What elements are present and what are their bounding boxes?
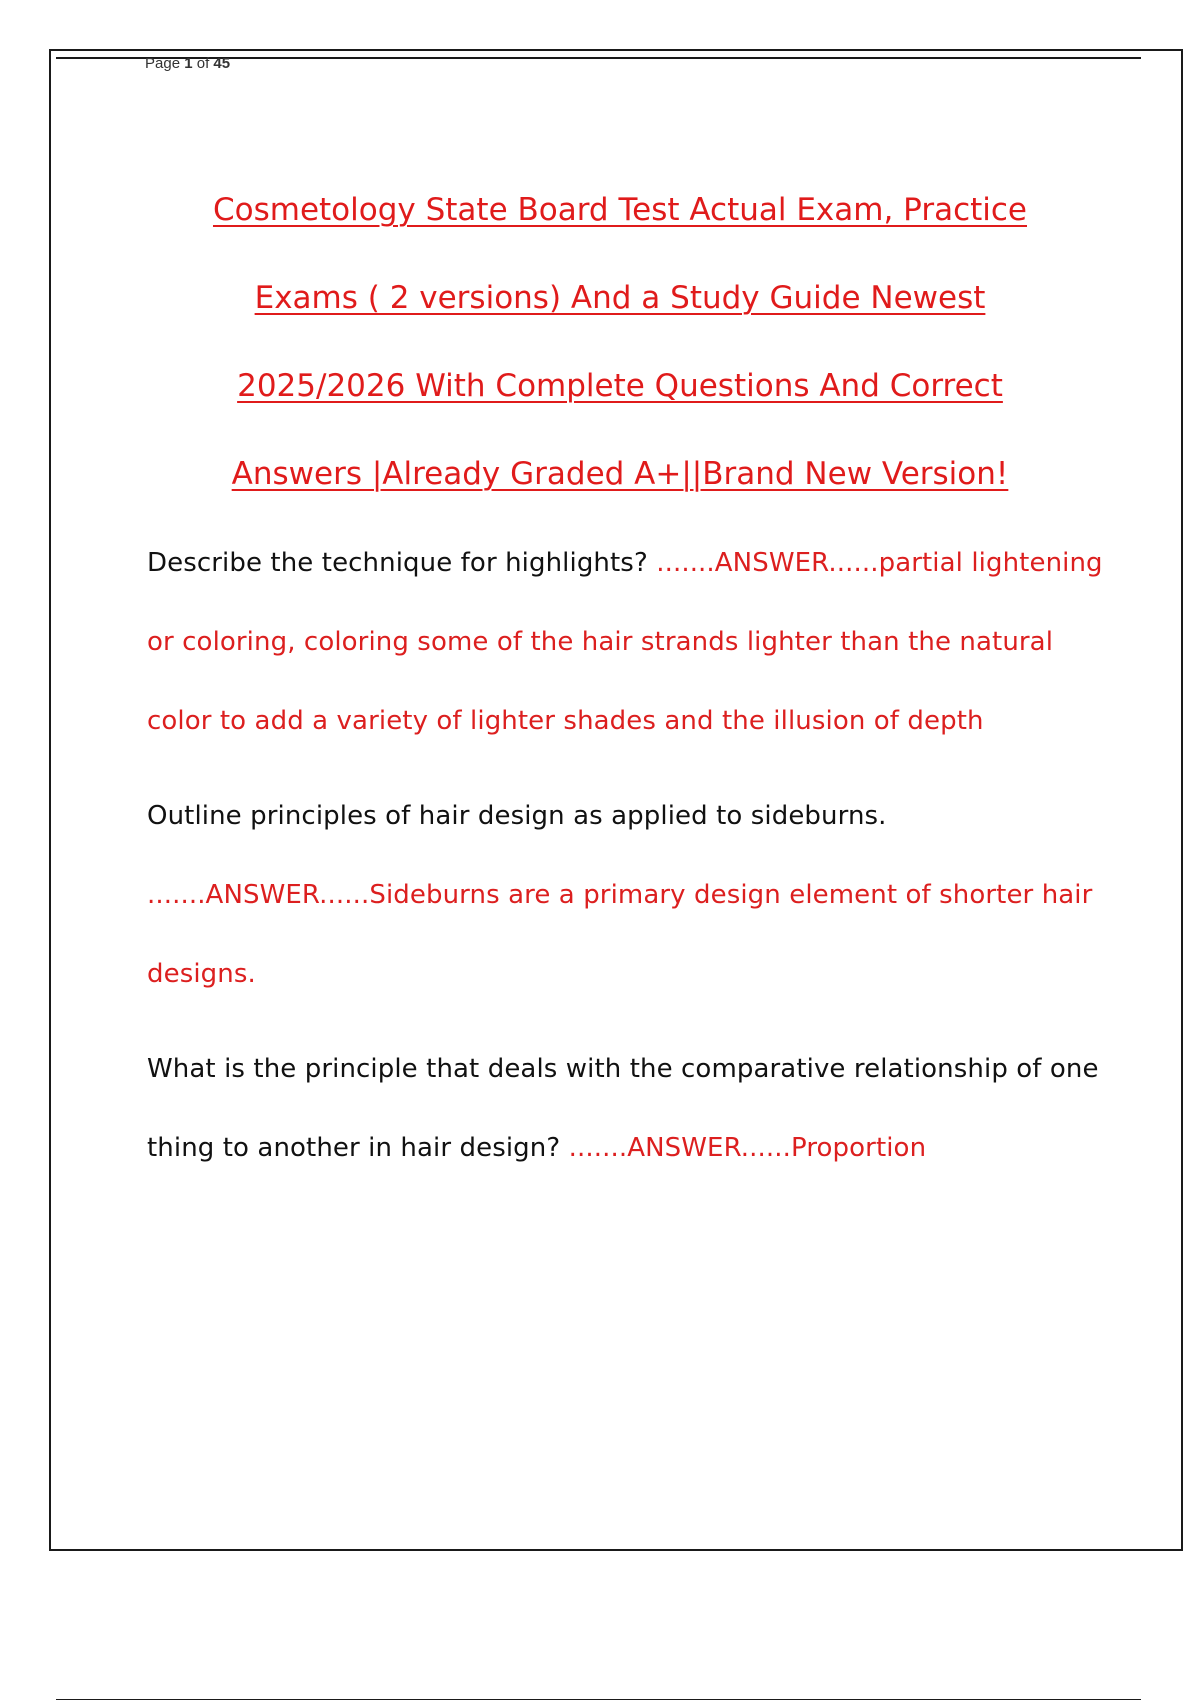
document-title xyxy=(150,166,1090,518)
page-total: 45 xyxy=(213,55,231,72)
qa-item-1 xyxy=(147,524,1107,761)
page-current: 1 xyxy=(184,55,193,72)
answer-text: .......ANSWER......Proportion xyxy=(568,1133,927,1163)
qa-list xyxy=(147,524,1107,1188)
page-number xyxy=(145,55,230,73)
answer-text: .......ANSWER......Sideburns are a primary design element of shorter hair designs. xyxy=(147,880,1093,989)
title-line-1: Cosmetology State Board Test Actual Exam, Practice xyxy=(212,192,1027,228)
answer-text: .......ANSWER......partial lightening or coloring, coloring some of the hair strands lighter than the natural color to add a variety of lighter shades and the illusion of depth xyxy=(147,548,1103,736)
page-label: Page xyxy=(145,55,181,72)
title-line-4: Answers |Already Graded A+||Brand New Version! xyxy=(231,456,1009,492)
question-text: Outline principles of hair design as applied to sideburns. xyxy=(147,801,887,831)
qa-item-3 xyxy=(147,1030,1107,1188)
title-line-2: Exams ( 2 versions) And a Study Guide Newest xyxy=(254,280,986,316)
question-text: Describe the technique for highlights? xyxy=(147,548,648,578)
title-line-3: 2025/2026 With Complete Questions And Correct xyxy=(237,368,1003,404)
qa-item-2 xyxy=(147,777,1107,1014)
question-text: What is the principle that deals with the comparative relationship of one thing to another in hair design? xyxy=(147,1054,1099,1163)
page-of: of xyxy=(196,55,210,72)
